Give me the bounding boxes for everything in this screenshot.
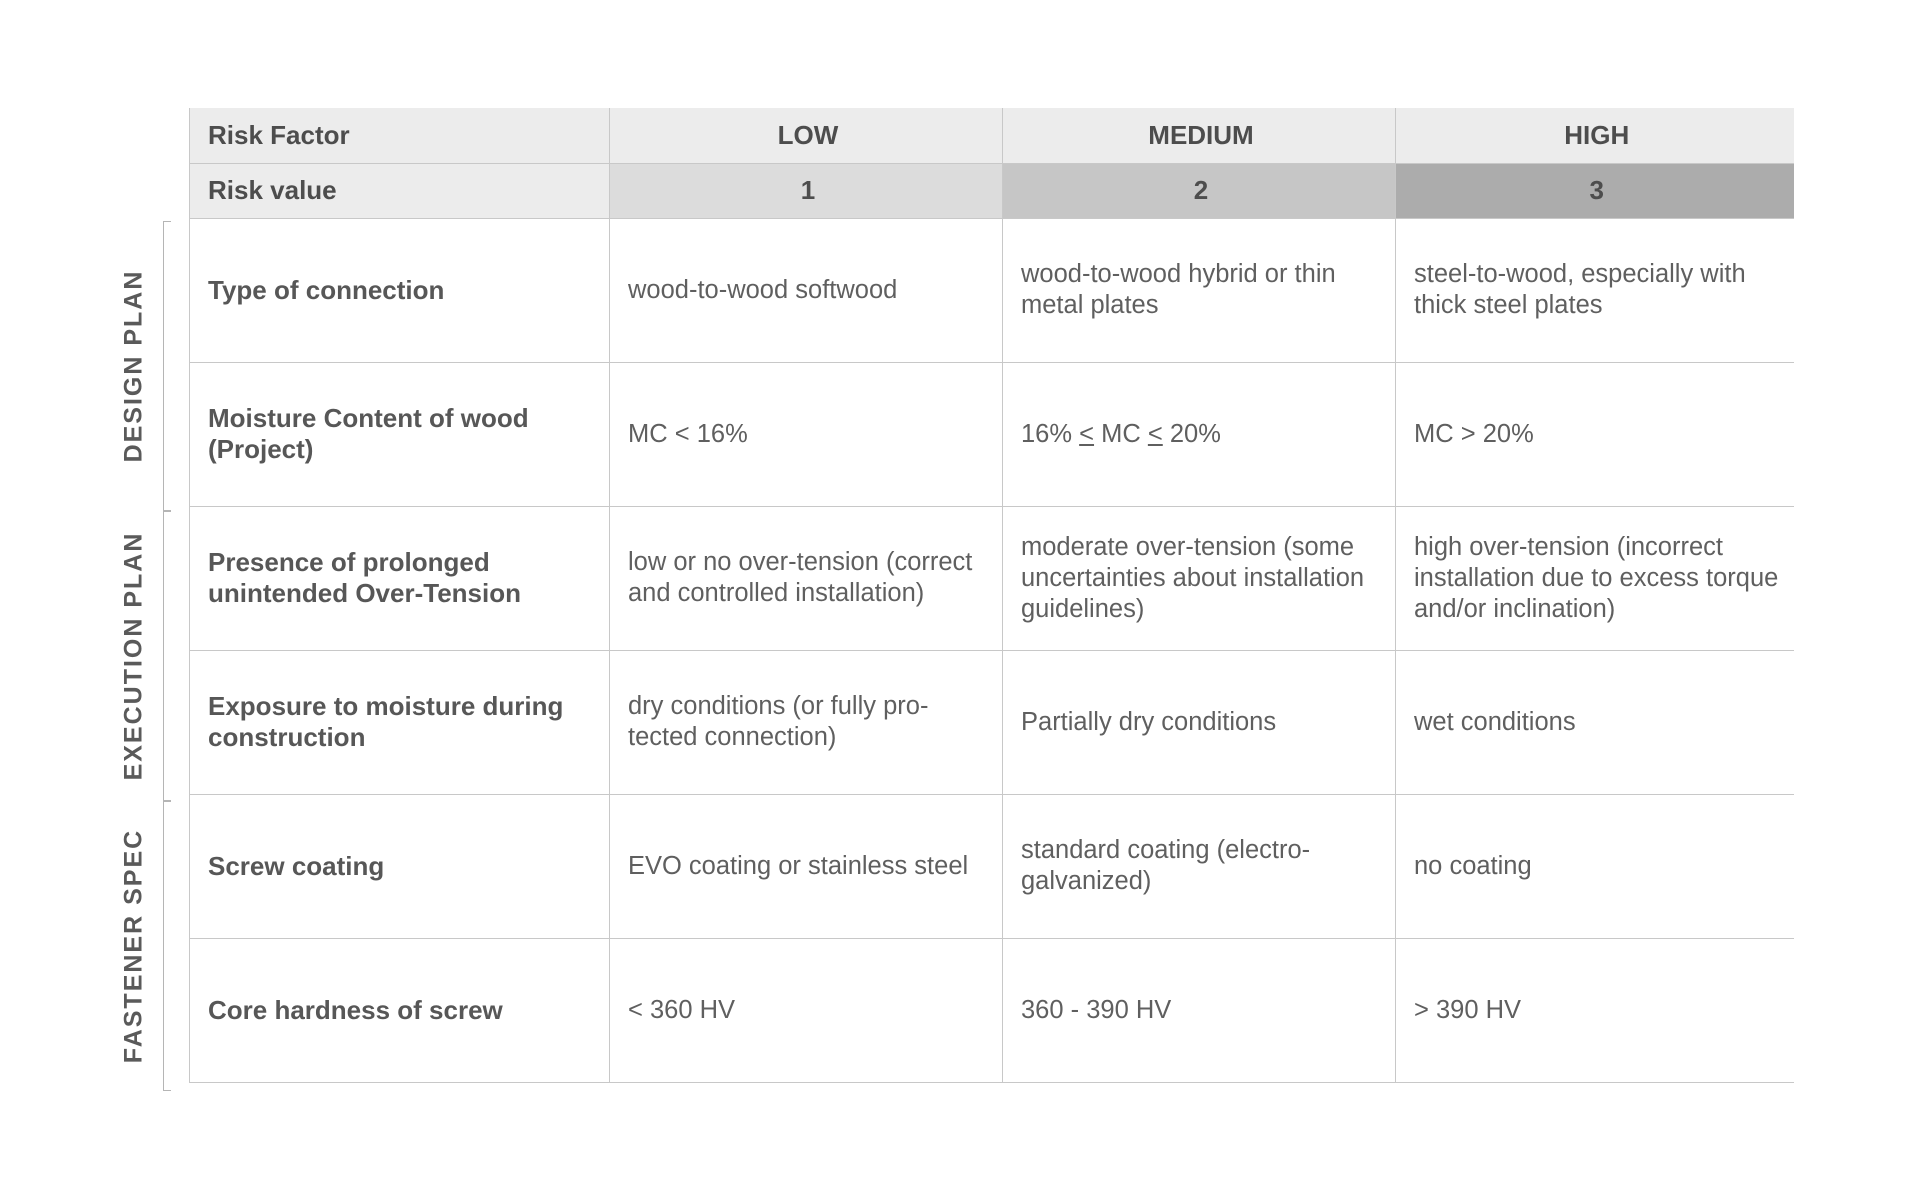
medium-cell: standard coating (electro-galvanized) <box>1003 794 1396 938</box>
risk-value-label: Risk value <box>190 163 610 218</box>
risk-value-row <box>190 163 1794 218</box>
factor-cell: Screw coating <box>190 794 610 938</box>
risk-table <box>189 108 1794 1083</box>
design-plan-bracket <box>163 221 171 511</box>
header-row <box>190 108 1794 163</box>
table-row <box>190 506 1794 650</box>
less-equal-symbol: < <box>1079 419 1095 448</box>
low-cell: < 360 HV <box>610 938 1003 1082</box>
medium-cell: wood-to-wood hybrid or thin metal plates <box>1003 218 1396 362</box>
high-cell: MC > 20% <box>1396 362 1794 506</box>
table-row <box>190 362 1794 506</box>
table-row <box>190 218 1794 362</box>
fastener-spec-label: FASTENER SPEC <box>119 828 148 1064</box>
factor-cell: Moisture Content of wood (Project) <box>190 362 610 506</box>
risk-value-medium: 2 <box>1003 163 1396 218</box>
table-row <box>190 938 1794 1082</box>
low-cell: low or no over-tension (correct and controlled installation) <box>610 506 1003 650</box>
high-cell: wet conditions <box>1396 650 1794 794</box>
factor-cell: Type of connection <box>190 218 610 362</box>
low-cell: dry conditions (or fully pro-tected connection) <box>610 650 1003 794</box>
medium-cell: moderate over-tension (some uncertainties about installation guidelines) <box>1003 506 1396 650</box>
factor-cell: Core hardness of screw <box>190 938 610 1082</box>
factor-cell: Presence of prolonged unintended Over-Tension <box>190 506 610 650</box>
low-cell: MC < 16% <box>610 362 1003 506</box>
mc-prefix: 16% <box>1021 419 1080 448</box>
high-cell: steel-to-wood, especially with thick steel plates <box>1396 218 1794 362</box>
high-header: HIGH <box>1396 108 1794 163</box>
design-plan-label: DESIGN PLAN <box>119 269 148 463</box>
table-row <box>190 650 1794 794</box>
mc-middle: MC <box>1094 419 1148 448</box>
risk-factor-header: Risk Factor <box>190 108 610 163</box>
risk-value-high: 3 <box>1396 163 1794 218</box>
low-cell: EVO coating or stainless steel <box>610 794 1003 938</box>
high-cell: no coating <box>1396 794 1794 938</box>
execution-plan-label: EXECUTION PLAN <box>119 531 148 781</box>
medium-cell <box>1003 362 1396 506</box>
mc-suffix: 20% <box>1162 419 1221 448</box>
medium-cell: Partially dry conditions <box>1003 650 1396 794</box>
execution-plan-bracket <box>163 511 171 801</box>
low-cell: wood-to-wood softwood <box>610 218 1003 362</box>
risk-value-low: 1 <box>610 163 1003 218</box>
less-equal-symbol: < <box>1147 419 1163 448</box>
fastener-spec-bracket <box>163 801 171 1091</box>
table-row <box>190 794 1794 938</box>
medium-cell: 360 - 390 HV <box>1003 938 1396 1082</box>
low-header: LOW <box>610 108 1003 163</box>
high-cell: high over-tension (incorrect installation due to excess torque and/or inclination) <box>1396 506 1794 650</box>
factor-cell: Exposure to moisture during construction <box>190 650 610 794</box>
high-cell: > 390 HV <box>1396 938 1794 1082</box>
medium-header: MEDIUM <box>1003 108 1396 163</box>
